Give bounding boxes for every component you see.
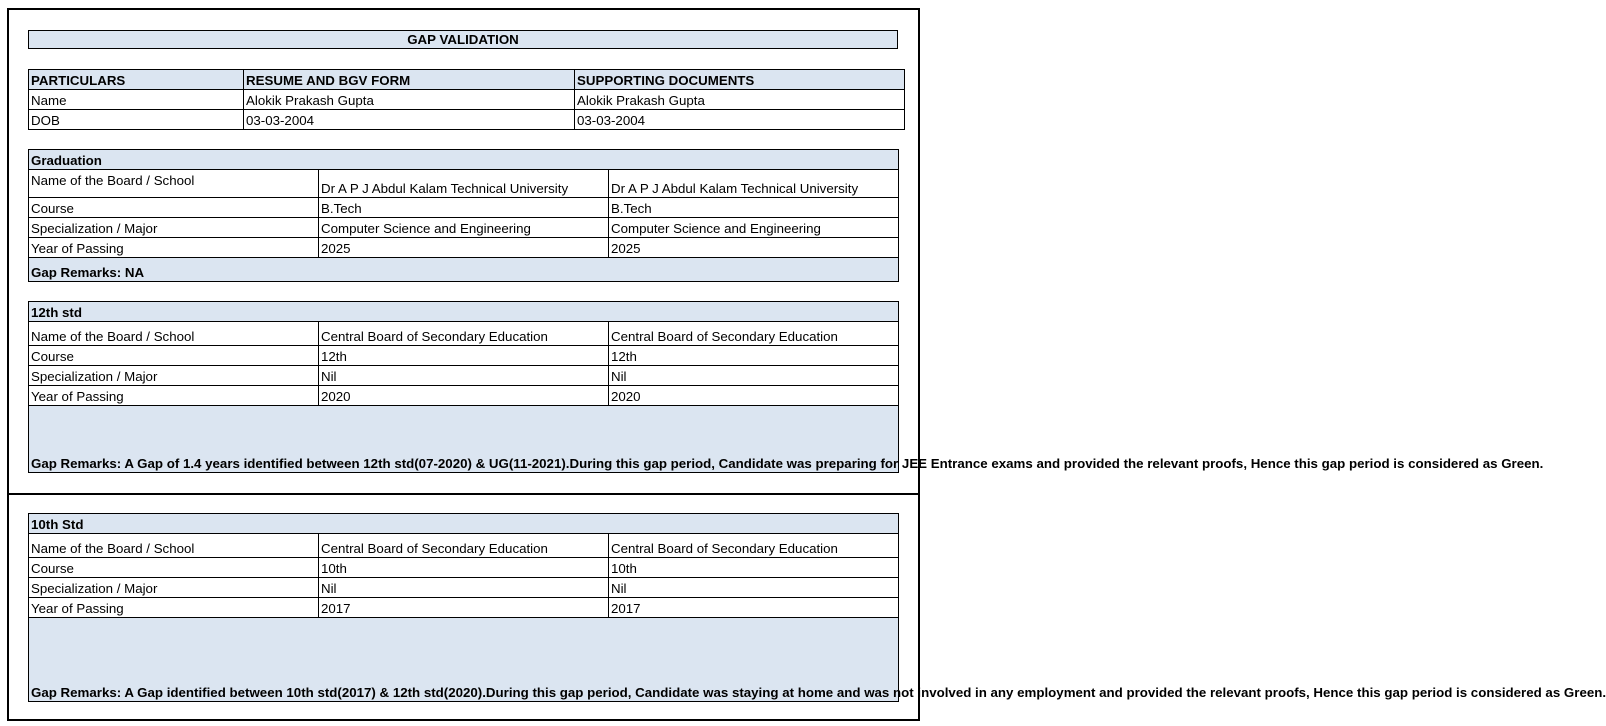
resume-value: Dr A P J Abdul Kalam Technical University xyxy=(319,170,609,198)
table-row xyxy=(29,198,899,218)
table-row xyxy=(29,322,899,346)
table-row xyxy=(29,534,899,558)
supporting-value: 10th xyxy=(609,558,899,578)
row-label: Course xyxy=(29,558,319,578)
gap-remark: Gap Remarks: A Gap of 1.4 years identified between 12th std(07-2020) & UG(11-2021).During this gap period, Candidate was preparing for JEE Entrance exams and provided the relevant proofs, Hence this gap period is considered as Green. xyxy=(29,406,899,473)
table-row xyxy=(29,238,899,258)
resume-value: Nil xyxy=(319,578,609,598)
gap-remark: Gap Remarks: NA xyxy=(29,258,899,282)
row-label: Name of the Board / School xyxy=(29,322,319,346)
resume-value: 10th xyxy=(319,558,609,578)
supporting-value: Central Board of Secondary Education xyxy=(609,534,899,558)
supporting-value: Dr A P J Abdul Kalam Technical University xyxy=(609,170,899,198)
table-header-row xyxy=(29,70,905,90)
supporting-value: Central Board of Secondary Education xyxy=(609,322,899,346)
tenth-heading: 10th Std xyxy=(29,514,899,534)
graduation-heading: Graduation xyxy=(29,150,899,170)
gap-remark-row xyxy=(29,406,899,473)
header-particulars: PARTICULARS xyxy=(29,70,244,90)
row-label: Specialization / Major xyxy=(29,218,319,238)
resume-value: Central Board of Secondary Education xyxy=(319,322,609,346)
row-label: Course xyxy=(29,198,319,218)
supporting-value: Computer Science and Engineering xyxy=(609,218,899,238)
row-label: Specialization / Major xyxy=(29,578,319,598)
twelfth-heading: 12th std xyxy=(29,302,899,322)
resume-value: B.Tech xyxy=(319,198,609,218)
resume-value: Alokik Prakash Gupta xyxy=(244,90,575,110)
twelfth-table xyxy=(28,301,1544,473)
row-label: Year of Passing xyxy=(29,238,319,258)
supporting-value: Alokik Prakash Gupta xyxy=(575,90,905,110)
particulars-table xyxy=(28,69,905,130)
row-label: Name of the Board / School xyxy=(29,170,319,198)
resume-value: 03-03-2004 xyxy=(244,110,575,130)
table-row xyxy=(29,170,899,198)
section-heading-row xyxy=(29,150,899,170)
resume-value: Computer Science and Engineering xyxy=(319,218,609,238)
table-row xyxy=(29,110,905,130)
supporting-value: Nil xyxy=(609,578,899,598)
section-heading-row xyxy=(29,302,899,322)
gap-remark-row xyxy=(29,618,899,702)
page-title: GAP VALIDATION xyxy=(28,30,898,49)
row-label: Course xyxy=(29,346,319,366)
table-row xyxy=(29,598,899,618)
row-label: DOB xyxy=(29,110,244,130)
gap-remark: Gap Remarks: A Gap identified between 10th std(2017) & 12th std(2020).During this gap period, Candidate was staying at home and was not involved in any employment and provided the relevant proofs, Hence this gap period is considered as Green. xyxy=(29,618,899,702)
table-row xyxy=(29,90,905,110)
supporting-value: 2025 xyxy=(609,238,899,258)
supporting-value: 12th xyxy=(609,346,899,366)
supporting-value: B.Tech xyxy=(609,198,899,218)
resume-value: 2020 xyxy=(319,386,609,406)
row-label: Year of Passing xyxy=(29,386,319,406)
supporting-value: 2017 xyxy=(609,598,899,618)
graduation-table xyxy=(28,149,899,282)
supporting-value: 2020 xyxy=(609,386,899,406)
header-supporting: SUPPORTING DOCUMENTS xyxy=(575,70,905,90)
resume-value: 2017 xyxy=(319,598,609,618)
section-heading-row xyxy=(29,514,899,534)
row-label: Name of the Board / School xyxy=(29,534,319,558)
header-resume: RESUME AND BGV FORM xyxy=(244,70,575,90)
resume-value: 2025 xyxy=(319,238,609,258)
resume-value: 12th xyxy=(319,346,609,366)
supporting-value: Nil xyxy=(609,366,899,386)
row-label: Year of Passing xyxy=(29,598,319,618)
row-label: Specialization / Major xyxy=(29,366,319,386)
gap-remark-row xyxy=(29,258,899,282)
supporting-value: 03-03-2004 xyxy=(575,110,905,130)
table-row xyxy=(29,366,899,386)
table-row xyxy=(29,558,899,578)
resume-value: Central Board of Secondary Education xyxy=(319,534,609,558)
table-row xyxy=(29,218,899,238)
table-row xyxy=(29,386,899,406)
resume-value: Nil xyxy=(319,366,609,386)
table-row xyxy=(29,578,899,598)
row-label: Name xyxy=(29,90,244,110)
table-row xyxy=(29,346,899,366)
tenth-table xyxy=(28,513,1606,702)
